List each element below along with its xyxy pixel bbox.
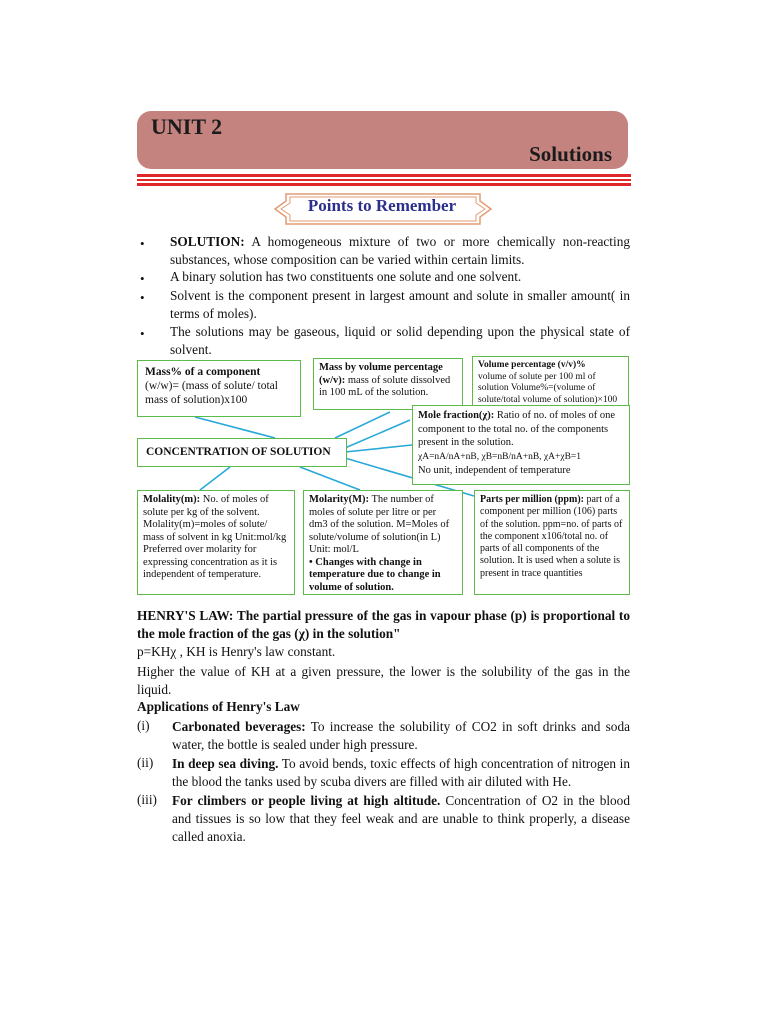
bullet-states: The solutions may be gaseous, liquid or solid depending upon the physical state of solvent. — [170, 324, 630, 357]
henrys-constant-note: Higher the value of KH at a given pressure, the lower is the solubility of the gas in the liquid. — [137, 664, 630, 697]
bullet-marker: • — [140, 236, 145, 251]
mole-fraction-box: Mole fraction(χ): Ratio of no. of moles of one component to the total no. of the components present in the solution. χA=nA/nA+nB, χB=nB/nA+nB, χA+χB=1 No unit, independent of temperature — [412, 405, 630, 485]
henrys-law-formula: p=KHχ , KH is Henry's law constant. — [137, 644, 336, 659]
bullet-solution: SOLUTION: A homogeneous mixture of two or more chemically non-reacting substances, whose composition can be varied within certain limits. — [170, 234, 630, 267]
app-number: (iii) — [137, 792, 157, 807]
bullet-binary: A binary solution has two constituents one solute and one solvent. — [170, 269, 522, 284]
concentration-center-box: CONCENTRATION OF SOLUTION — [137, 438, 347, 467]
bullet-marker: • — [140, 326, 145, 341]
points-to-remember-heading: Points to Remember — [307, 196, 457, 215]
bullet-marker: • — [140, 271, 145, 286]
molarity-box: Molarity(M): The number of moles of solute per litre or per dm3 of the solution. M=Moles of solute/volume of solution(in L) Unit: mol/L • Changes with change in temperature due to change in volume of solution. — [303, 490, 463, 595]
unit-label: UNIT 2 — [151, 114, 223, 139]
app-number: (i) — [137, 718, 150, 733]
app-number: (ii) — [137, 755, 154, 770]
mass-by-volume-box: Mass by volume percentage (w/v): mass of solute dissolved in 100 mL of the solution. — [313, 358, 463, 410]
app-carbonated: Carbonated beverages: To increase the solubility of CO2 in soft drinks and soda water, the bottle is sealed under high pressure. — [172, 719, 630, 752]
molarity-note: • Changes with change in temperature due to change in volume of solution. — [309, 556, 441, 593]
app-deep-sea: In deep sea diving. To avoid bends, toxic effects of high concentration of nitrogen in the blood the tanks used by scuba divers are filled with air diluted with He. — [172, 756, 630, 789]
henrys-law-statement: HENRY'S LAW: The partial pressure of the gas in vapour phase (p) is proportional to the mole fraction of the gas (χ) in the solution" — [137, 608, 630, 641]
bullet-solvent: Solvent is the component present in largest amount and solute in smaller amount( in terms of moles). — [170, 288, 630, 321]
mole-fraction-unit: No unit, independent of temperature — [418, 465, 571, 476]
app-high-altitude: For climbers or people living at high altitude. Concentration of O2 in the blood and tissues is so low that they feel weak and are unable to think properly, a disease called anoxia. — [172, 793, 630, 844]
mass-percent-box: Mass% of a component (w/w)= (mass of solute/ total mass of solution)x100 — [137, 360, 301, 417]
volume-percent-box: Volume percentage (v/v)% volume of solute per 100 ml of solution Volume%=(volume of solute/total volume of solution)×100 — [472, 356, 629, 408]
mole-fraction-formula: χA=nA/nA+nB, χB=nB/nA+nB, χA+χB=1 — [418, 451, 582, 462]
ppm-box: Parts per million (ppm): part of a component per million (106) parts of the solution. ppm=no. of parts of the component x106/total no. of parts of all components of the solution. It is used when a solute is present in trace quantities — [474, 490, 630, 595]
applications-heading: Applications of Henry's Law — [137, 699, 300, 714]
bullet-marker: • — [140, 290, 145, 305]
chapter-title: Solutions — [529, 142, 612, 166]
molality-box: Molality(m): No. of moles of solute per kg of the solvent. Molality(m)=moles of solute/ mass of solvent in kg Unit:mol/kg Preferred over molarity for expressing concentration as it is independent of temperature. — [137, 490, 295, 595]
